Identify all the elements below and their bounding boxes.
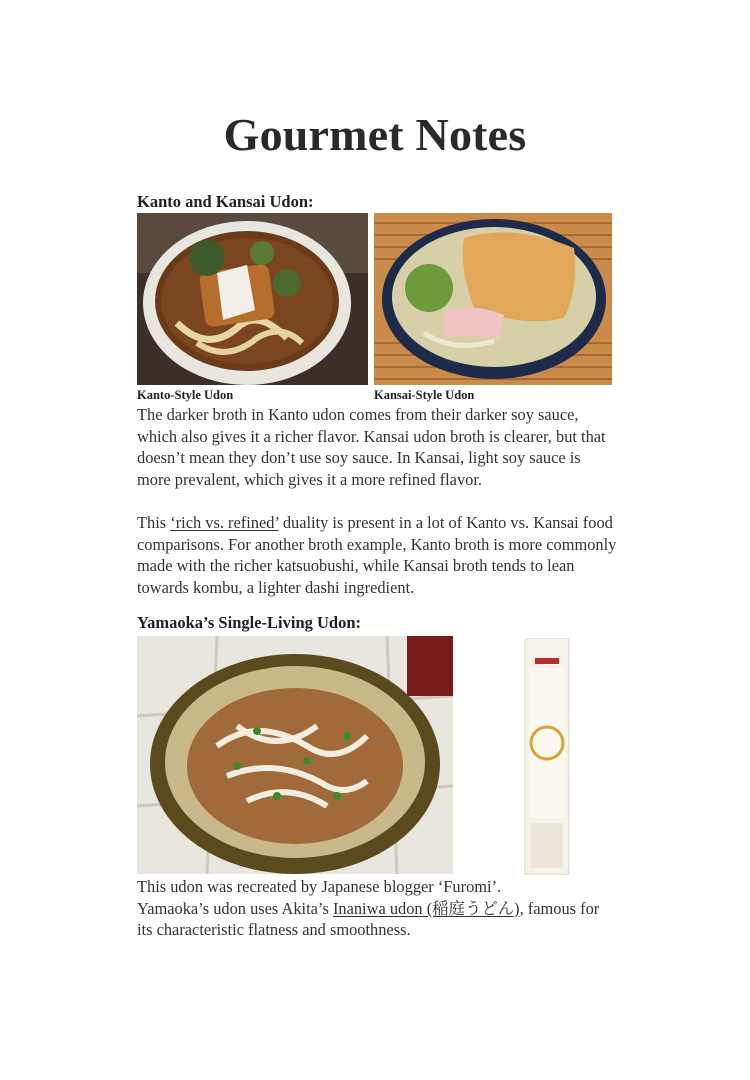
broth-paragraph-1 bbox=[137, 404, 617, 490]
inaniwa-line bbox=[137, 898, 617, 941]
yamaoka-udon-photo bbox=[137, 636, 453, 874]
para2-pre: This bbox=[137, 513, 171, 532]
para2-post: duality is present in a lot of Kanto vs. Kansai food comparisons. For another broth example, Kanto broth is more commonly made with the richer katsuobushi, while Kansai broth tends to lean towards kombu, a lighter dashi ingredient. bbox=[137, 513, 617, 597]
section-heading-kanto-kansai: Kanto and Kansai Udon: bbox=[137, 192, 314, 211]
inaniwa-package-photo bbox=[521, 638, 573, 875]
inaniwa-post: , famous for its characteristic flatness and smoothness. bbox=[137, 898, 600, 939]
kanto-udon-photo bbox=[137, 213, 368, 385]
furomi-line: This udon was recreated by Japanese blogger ‘Furomi’. bbox=[137, 877, 502, 896]
caption-kanto: Kanto-Style Udon bbox=[137, 388, 234, 402]
page-title: Gourmet Notes bbox=[223, 109, 527, 160]
section-heading-yamaoka: Yamaoka’s Single-Living Udon: bbox=[137, 613, 362, 632]
inaniwa-udon-link[interactable]: Inaniwa udon (稲庭うどん) bbox=[332, 898, 520, 918]
inaniwa-pre: Yamaoka’s udon uses Akita’s bbox=[137, 898, 333, 918]
caption-kansai: Kansai-Style Udon bbox=[374, 388, 475, 402]
broth-paragraph-2 bbox=[137, 512, 617, 598]
broth-text-1: The darker broth in Kanto udon comes from their darker soy sauce, which also gives it a richer flavor. Kansai udon broth is clearer, but that doesn’t mean they don’t use soy sauce. In Kansai, light soy sauce is more prevalent, which gives it a more refined flavor. bbox=[137, 405, 606, 489]
yamaoka-paragraph bbox=[137, 876, 617, 941]
broth-text-2 bbox=[137, 512, 617, 598]
rich-vs-refined-link[interactable]: ‘rich vs. refined’ bbox=[170, 513, 279, 532]
kansai-udon-photo bbox=[374, 213, 612, 385]
